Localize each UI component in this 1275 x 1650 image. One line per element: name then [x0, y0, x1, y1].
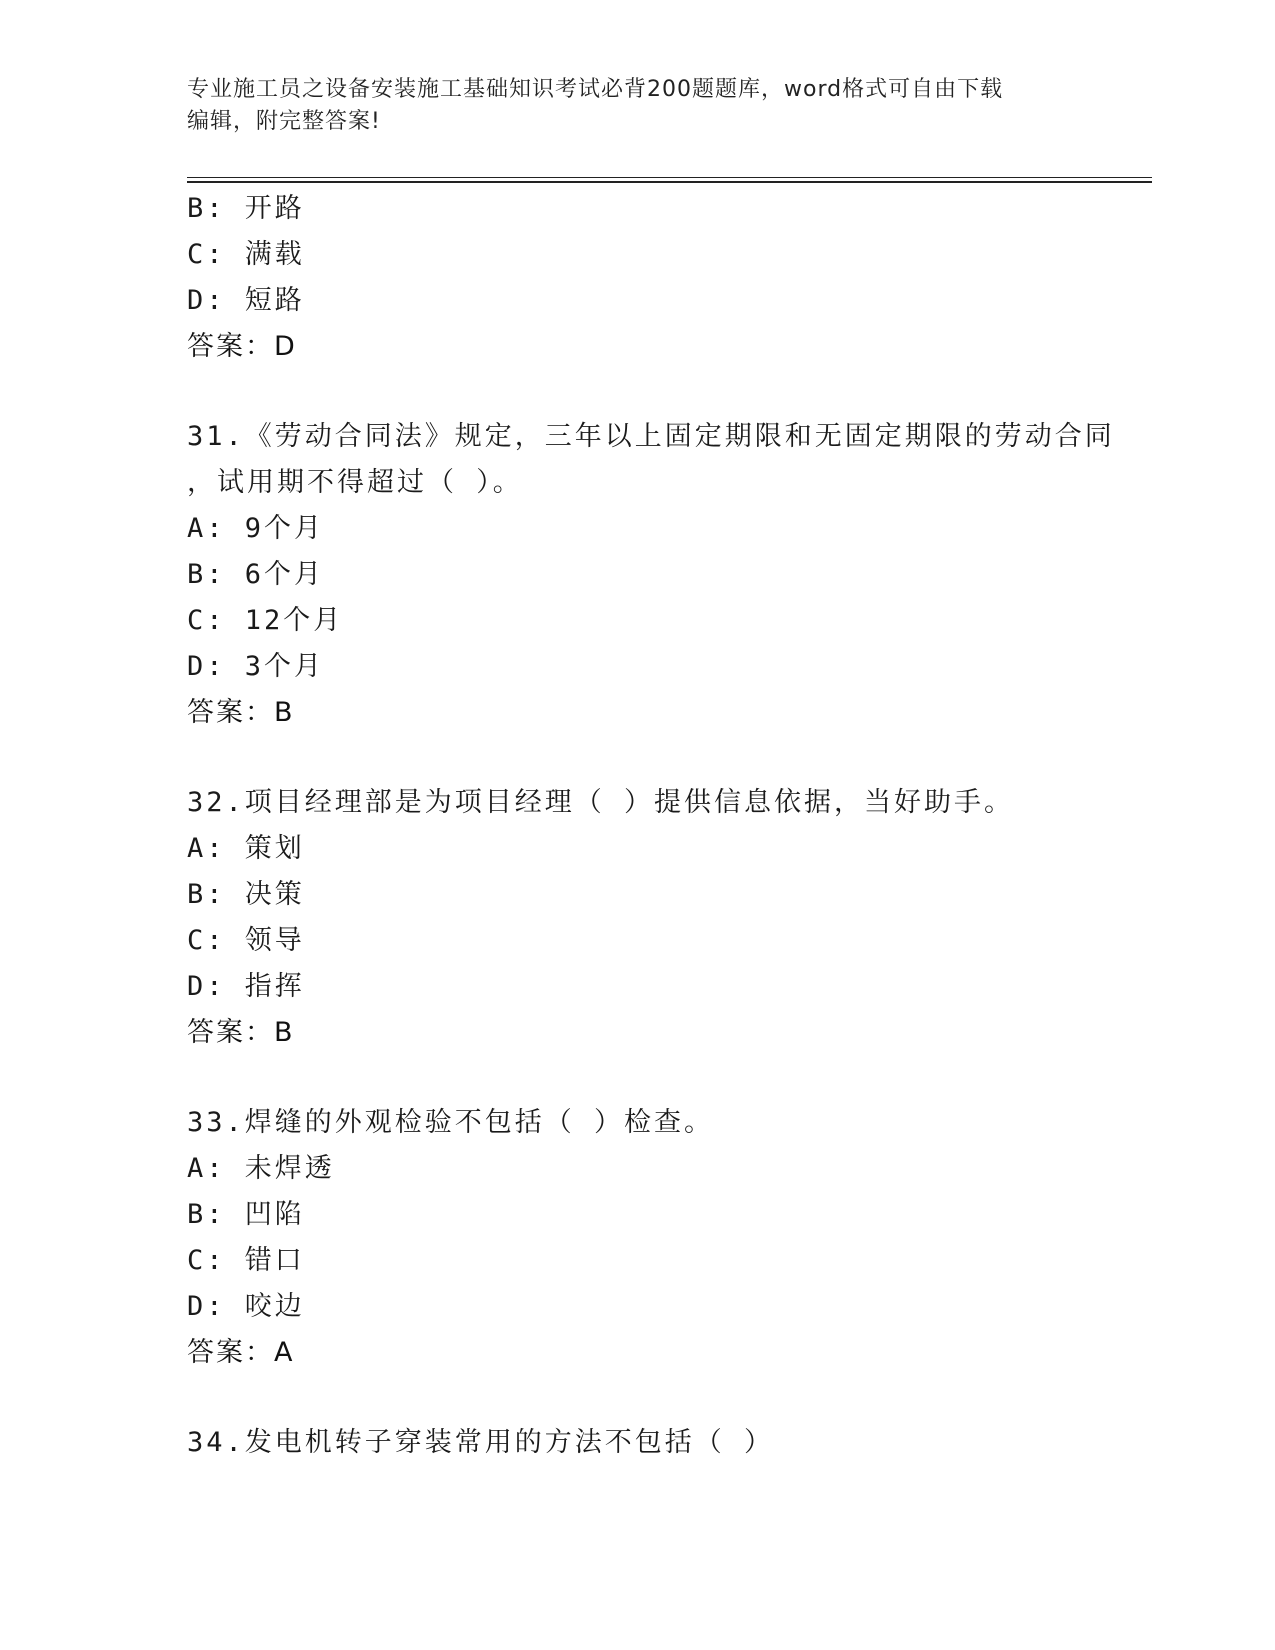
option-c: C: 满载: [187, 239, 305, 270]
answer-line: 答案：D: [187, 331, 297, 362]
question-stem-continued: ，试用期不得超过（ ）。: [187, 467, 523, 498]
document-header: [187, 74, 1087, 138]
option-d: D: 咬边: [187, 1291, 305, 1322]
option-b: B: 决策: [187, 879, 305, 910]
header-title-line-1: 专业施工员之设备安装施工基础知识考试必背200题题库，word格式可自由下载: [187, 77, 1004, 102]
question-stem: 34.发电机转子穿装常用的方法不包括（ ）: [187, 1427, 775, 1458]
question-31: [187, 414, 1115, 736]
option-c: C: 错口: [187, 1245, 305, 1276]
question-stem: 32.项目经理部是为项目经理（ ）提供信息依据，当好助手。: [187, 787, 1015, 818]
question-33: [187, 1100, 1087, 1376]
answer-line: 答案：A: [187, 1337, 295, 1368]
question-list: [187, 186, 1115, 1466]
question-30-continued: [187, 186, 1087, 370]
question-32: [187, 780, 1087, 1056]
option-b: B: 开路: [187, 193, 305, 224]
option-b: B: 凹陷: [187, 1199, 305, 1230]
option-c: C: 领导: [187, 925, 305, 956]
option-a: A: 策划: [187, 833, 305, 864]
option-d: D: 短路: [187, 285, 305, 316]
header-title-line-2: 编辑，附完整答案!: [187, 109, 381, 134]
option-a: A: 未焊透: [187, 1153, 335, 1184]
answer-line: 答案：B: [187, 697, 295, 728]
question-stem: 31.《劳动合同法》规定，三年以上固定期限和无固定期限的劳动合同: [187, 421, 1115, 452]
answer-line: 答案：B: [187, 1017, 295, 1048]
question-34: [187, 1420, 1087, 1466]
question-stem: 33.焊缝的外观检验不包括（ ）检查。: [187, 1107, 715, 1138]
option-a: A: 9个月: [187, 513, 325, 544]
option-b: B: 6个月: [187, 559, 325, 590]
option-c: C: 12个月: [187, 605, 344, 636]
option-d: D: 指挥: [187, 971, 305, 1002]
header-divider: [187, 177, 1152, 183]
option-d: D: 3个月: [187, 651, 325, 682]
